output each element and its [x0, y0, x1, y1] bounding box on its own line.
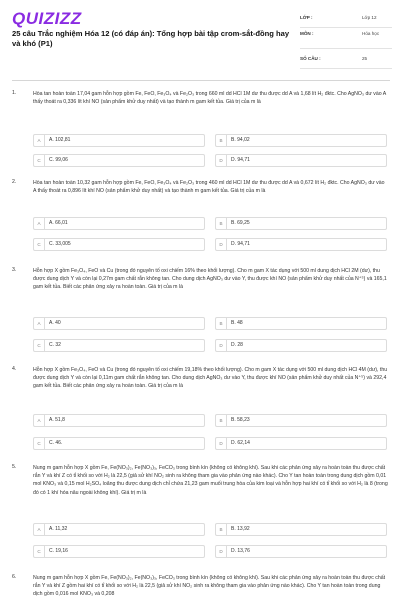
answer-letter: B — [216, 135, 227, 146]
question-text: Hòa tan hoàn toàn 17,04 gam hỗn hợp gồm Fe, FeO, Fe₃O₄ và Fe₂O₃ trong 660 ml dd HCl 1M dư thu được dd A và 1,68 lít H₂ đktc. Cho AgNO₃ dư vào A thấy thoát ra 0,336 lít khí NO (sản phẩm khử duy nhất) và tạo thành m gam kết tủa. Giá trị của m là — [33, 91, 386, 106]
answer-option-c[interactable] — [33, 437, 205, 450]
answer-letter: C — [34, 340, 45, 351]
answer-letter: C — [34, 155, 45, 166]
answer-letter: D — [216, 546, 227, 557]
question-text: Nung m gam hỗn hợp X gồm Fe, Fe(NO₃)₂, Fe(NO₃)₃, FeCO₃ trong bình kín (không có không khí). Sau khi các phản ứng xảy ra hoàn toàn thu được chất rắn Y và khí Z có tỉ khối so với H₂ là 22,5 (giả sử khí NO₂ sinh ra không tham gia vào phản ứng nào khác). Cho Y tan hoàn toàn trong dung dịch gồm 0,01 mol KNO₃ và 0,15 mol H₂SO₄ loãng thu được dung dịch chỉ chứa 21,23 gam muối trung hòa của kim loại và hỗn hợp hai khí có tỉ khối so với H₂ là 8 (trong đó có 1 khí hóa nâu ngoài không khí). Giá trị m là — [33, 465, 388, 496]
answer-letter: A — [34, 318, 45, 329]
answer-text: C. 32 — [49, 342, 61, 348]
answer-text: D. 94,71 — [231, 157, 250, 163]
answer-letter: A — [34, 218, 45, 229]
answer-option-b[interactable] — [215, 317, 387, 330]
question-number: 6. — [12, 574, 17, 580]
meta-value: Hóa học — [362, 31, 380, 36]
answer-text: B. 58,23 — [231, 417, 250, 423]
answer-letter: D — [216, 340, 227, 351]
answer-text: A. 66,01 — [49, 220, 68, 226]
answer-option-b[interactable] — [215, 523, 387, 536]
question-number: 2. — [12, 179, 17, 185]
answer-option-b[interactable] — [215, 414, 387, 427]
answer-letter: D — [216, 155, 227, 166]
answer-option-b[interactable] — [215, 217, 387, 230]
answer-letter: B — [216, 218, 227, 229]
meta-row-subject — [300, 28, 392, 49]
answer-text: D. 94,71 — [231, 241, 250, 247]
question-text: Hỗn hợp X gồm Fe₃O₄, FeO và Cu (trong đó nguyên tố oxi chiếm 16% theo khối lượng). Cho m gam X tác dụng với 500 ml dung dịch HCl 2M (dư), thu được dung dịch Y và còn lại 0,27m gam chất rắn không tan. Cho dung dịch AgNO₃ dư vào Y, thu được khí NO (sản phẩm khử duy nhất của N⁺⁵) và 165,1 gam kết tủa. Biết các phản ứng xảy ra hoàn toàn. Giá trị của m là — [33, 268, 387, 291]
answer-option-c[interactable] — [33, 339, 205, 352]
answer-option-a[interactable] — [33, 217, 205, 230]
answer-option-c[interactable] — [33, 154, 205, 167]
meta-label: MÔN : — [300, 31, 314, 36]
answer-option-a[interactable] — [33, 414, 205, 427]
answer-letter: A — [34, 415, 45, 426]
answer-text: A. 51,8 — [49, 417, 65, 423]
answer-text: B. 48 — [231, 320, 243, 326]
answer-text: C. 99,06 — [49, 157, 68, 163]
answer-option-a[interactable] — [33, 134, 205, 147]
answer-letter: C — [34, 546, 45, 557]
answer-letter: B — [216, 318, 227, 329]
meta-row-class — [300, 12, 392, 28]
answer-text: D. 13,76 — [231, 548, 250, 554]
answer-letter: C — [34, 239, 45, 250]
answer-option-c[interactable] — [33, 545, 205, 558]
answer-text: D. 62,14 — [231, 440, 250, 446]
question-text: Nung m gam hỗn hợp X gồm Fe, Fe(NO₃)₂, Fe(NO₃)₃, FeCO₃ trong bình kín (không có không khí). Sau khi các phản ứng xảy ra hoàn toàn thu được chất rắn Y và khí Z gồm hai khí có tỉ khối so với H₂ là 22,5 (giả sử khí NO₂ sinh ra không tham gia vào phản ứng nào khác). Cho Y tan hoàn toàn trong dung dịch gồm 0,016 mol KNO₃ và 0,208 — [33, 575, 386, 598]
question-number: 5. — [12, 464, 17, 470]
document-title: 25 câu Trắc nghiệm Hóa 12 (có đáp án): Tổng hợp bài tập crom-sắt-đồng hay và khó (P1) — [12, 29, 290, 48]
answer-letter: A — [34, 524, 45, 535]
answer-text: A. 102,81 — [49, 137, 71, 143]
answer-letter: C — [34, 438, 45, 449]
question-text: Hỗn hợp X gồm Fe₃O₄, FeO và Cu (trong đó nguyên tố oxi chiếm 19,18% theo khối lượng). Cho m gam X tác dụng với 500 ml dung dịch HCl 4M (dư), thu được dung dịch Y và còn lại 0,11m gam chất rắn không tan. Cho dung dịch AgNO₃ dư vào Y, thu được khí NO (sản phẩm khử duy nhất của N⁺⁵) và 292,4 gam kết tủa. Biết các phản ứng xảy ra hoàn toàn. Giá trị của m là — [33, 367, 388, 390]
meta-value: Lớp 12 — [362, 15, 377, 20]
answer-text: B. 69,25 — [231, 220, 250, 226]
answer-text: D. 28 — [231, 342, 243, 348]
answer-option-d[interactable] — [215, 339, 387, 352]
question-number: 1. — [12, 90, 17, 96]
answer-option-b[interactable] — [215, 134, 387, 147]
answer-text: B. 13,92 — [231, 526, 250, 532]
answer-text: C. 19,16 — [49, 548, 68, 554]
quizizz-logo: QUIZIZZ — [12, 9, 82, 28]
meta-row-count — [300, 53, 392, 69]
meta-label: SỐ CÂU : — [300, 56, 321, 61]
meta-value: 25 — [362, 56, 368, 61]
question-number: 3. — [12, 267, 17, 273]
answer-option-d[interactable] — [215, 238, 387, 251]
answer-letter: B — [216, 524, 227, 535]
answer-option-a[interactable] — [33, 317, 205, 330]
answer-option-a[interactable] — [33, 523, 205, 536]
answer-letter: D — [216, 438, 227, 449]
header-divider — [12, 80, 390, 81]
meta-label: LỚP : — [300, 15, 313, 20]
answer-letter: B — [216, 415, 227, 426]
answer-letter: D — [216, 239, 227, 250]
question-text: Hòa tan hoàn toàn 10,32 gam hỗn hợp gồm Fe, FeO, Fe₃O₄ và Fe₂O₃ trong 460 ml dd HCl 1M dư thu được dd A và 0,672 lít H₂ đktc. Cho AgNO₃ dư vào A thấy thoát ra 0,896 lít khí NO (sản phẩm khử duy nhất) và tạo thành m gam kết tủa. Giá trị của m là — [33, 180, 385, 195]
answer-text: A. 11,32 — [49, 526, 68, 532]
answer-text: C. 46. — [49, 440, 63, 446]
answer-text: A. 40 — [49, 320, 61, 326]
header — [0, 0, 400, 78]
answer-option-d[interactable] — [215, 154, 387, 167]
answer-option-d[interactable] — [215, 437, 387, 450]
answer-option-d[interactable] — [215, 545, 387, 558]
answer-option-c[interactable] — [33, 238, 205, 251]
answer-letter: A — [34, 135, 45, 146]
question-number: 4. — [12, 366, 17, 372]
answer-text: B. 94,02 — [231, 137, 250, 143]
answer-text: C. 33,005 — [49, 241, 71, 247]
